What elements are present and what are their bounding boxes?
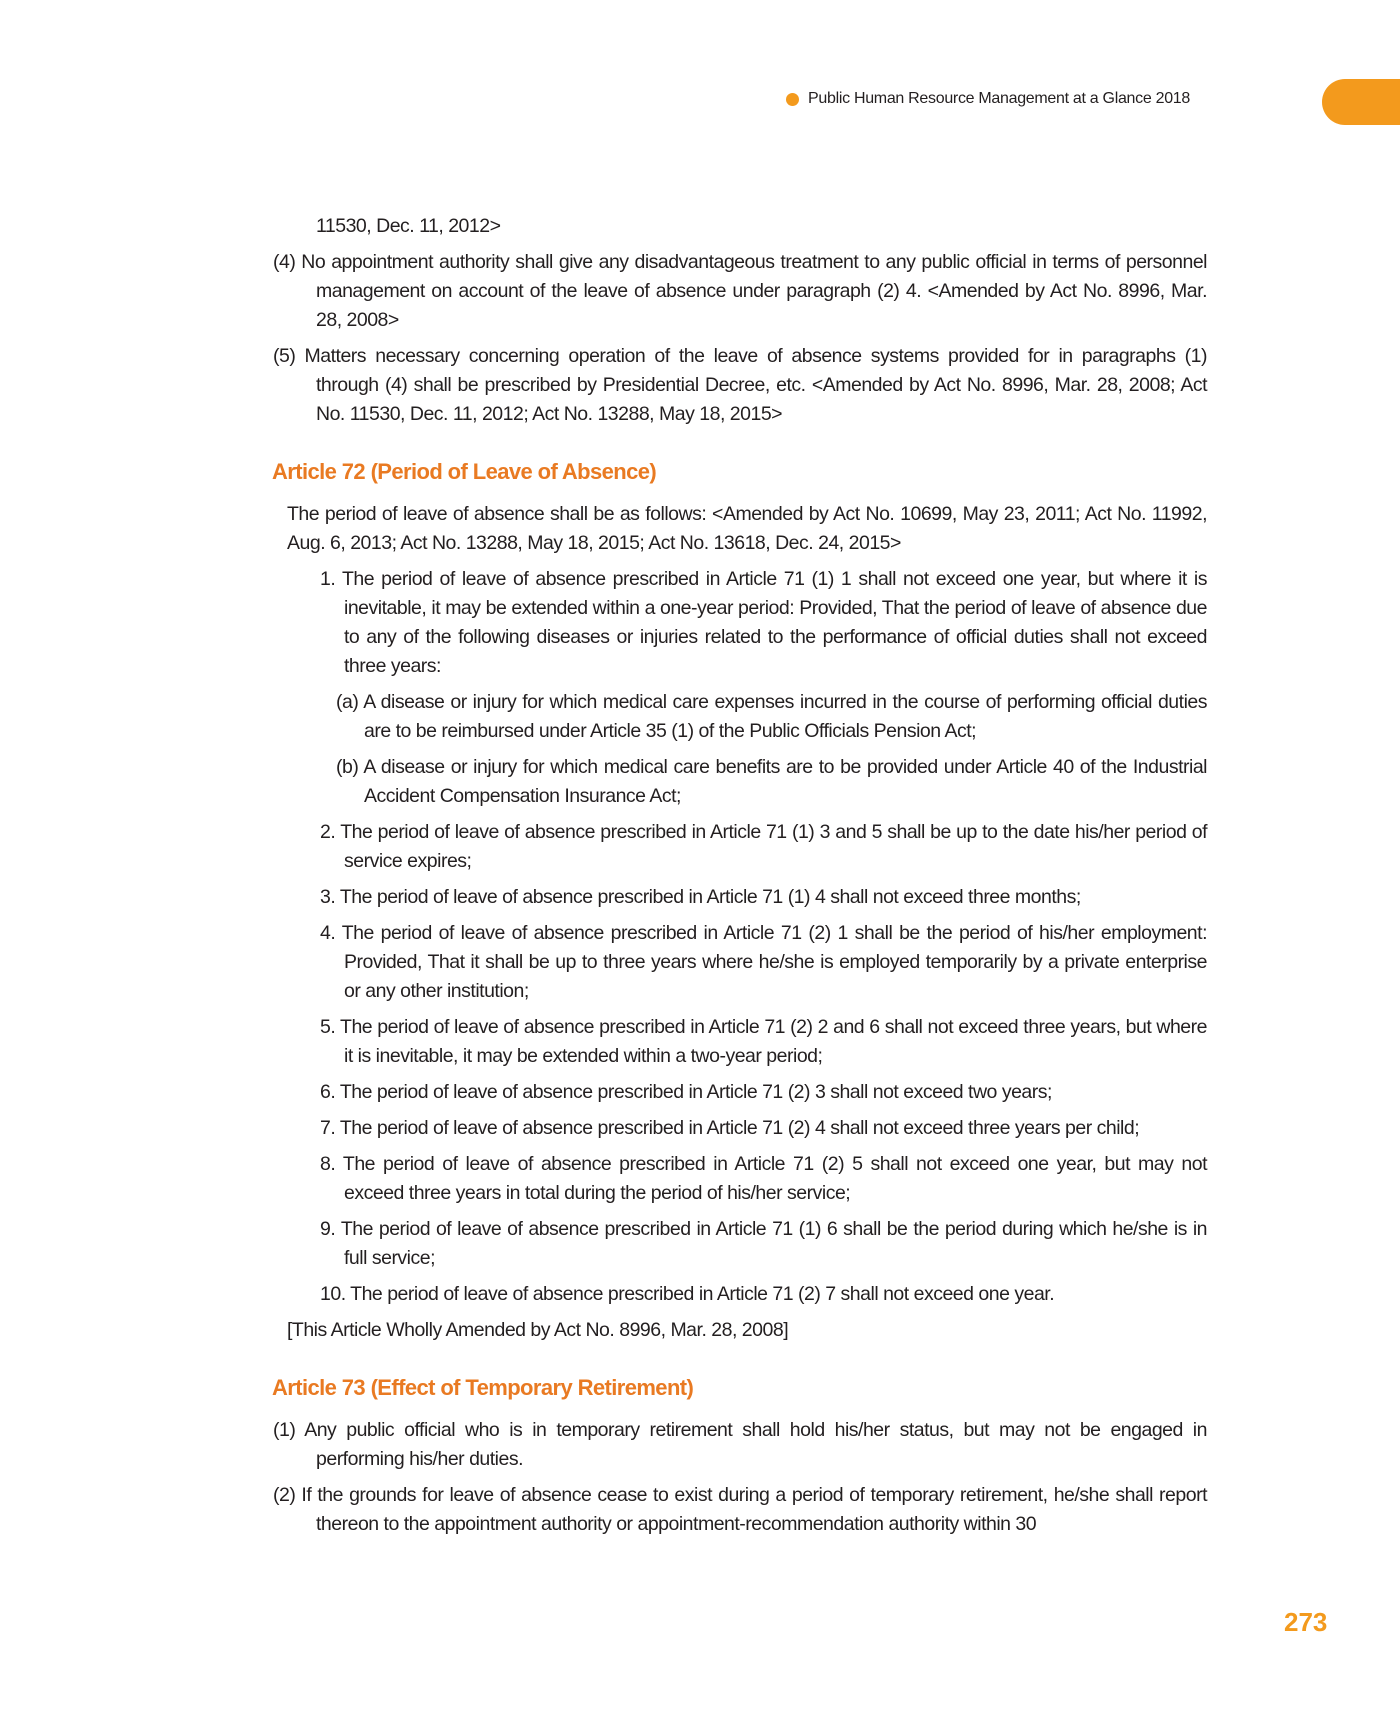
article-72-item-1: 1. The period of leave of absence prescribed in Article 71 (1) 1 shall not exceed one year, but where it is inevitable, it may be extended within a one-year period: Provided, That the period of leave of absence due to any of the following diseases or injuries related to the performance of official duties shall not exceed three years: (320, 568, 1207, 677)
article-72-amendment-note: [This Article Wholly Amended by Act No. 8996, Mar. 28, 2008] (287, 1319, 789, 1341)
bullet-dot-icon (786, 93, 799, 106)
article-73-paragraph-1: (1) Any public official who is in temporary retirement shall hold his/her status, but may not be engaged in performing his/her duties. (273, 1419, 1207, 1470)
header-tab-marker (1322, 79, 1400, 125)
article-72-item-1a: (a) A disease or injury for which medical care expenses incurred in the course of performing official duties are to be reimbursed under Article 35 (1) of the Public Officials Pension Act; (336, 691, 1207, 742)
article-72-item-5: 5. The period of leave of absence prescribed in Article 71 (2) 2 and 6 shall not exceed three years, but where it is inevitable, it may be extended within a two-year period; (320, 1016, 1207, 1067)
article-73-title: Article 73 (Effect of Temporary Retirement) (272, 1375, 694, 1400)
page-number: 273 (1284, 1607, 1328, 1637)
article-72-item-3: 3. The period of leave of absence prescribed in Article 71 (1) 4 shall not exceed three months; (320, 886, 1081, 908)
paragraph-4: (4) No appointment authority shall give any disadvantageous treatment to any public official in terms of personnel management on account of the leave of absence under paragraph (2) 4. <Amended by Act No. 8996, Mar. 28, 2008> (273, 251, 1207, 331)
page-body (272, 212, 1207, 1546)
article-72-item-10: 10. The period of leave of absence prescribed in Article 71 (2) 7 shall not exceed one year. (320, 1283, 1055, 1305)
article-72-item-9: 9. The period of leave of absence prescribed in Article 71 (1) 6 shall be the period during which he/she is in full service; (320, 1218, 1207, 1269)
article-72-item-7: 7. The period of leave of absence prescribed in Article 71 (2) 4 shall not exceed three years per child; (320, 1117, 1140, 1139)
article-72-item-1b: (b) A disease or injury for which medical care benefits are to be provided under Article 40 of the Industrial Accident Compensation Insurance Act; (336, 756, 1207, 807)
article-73-paragraph-2: (2) If the grounds for leave of absence cease to exist during a period of temporary retirement, he/she shall report thereon to the appointment authority or appointment-recommendation authority within 30 (273, 1484, 1207, 1535)
article-72-item-2: 2. The period of leave of absence prescribed in Article 71 (1) 3 and 5 shall be up to the date his/her period of service expires; (320, 821, 1207, 872)
article-72-intro: The period of leave of absence shall be as follows: <Amended by Act No. 10699, May 23, 2011; Act No. 11992, Aug. 6, 2013; Act No. 13288, May 18, 2015; Act No. 13618, Dec. 24, 2015> (287, 503, 1207, 554)
article-72-item-4: 4. The period of leave of absence prescribed in Article 71 (2) 1 shall be the period of his/her employment: Provided, That it shall be up to three years where he/she is employed temporarily by a private enterprise or any other institution; (320, 922, 1207, 1002)
running-title: Public Human Resource Management at a Glance 2018 (808, 90, 1190, 107)
article-72-item-8: 8. The period of leave of absence prescribed in Article 71 (2) 5 shall not exceed one year, but may not exceed three years in total during the period of his/her service; (320, 1153, 1207, 1204)
continued-fragment: 11530, Dec. 11, 2012> (316, 215, 501, 237)
running-header (786, 90, 1190, 108)
article-72-item-6: 6. The period of leave of absence prescribed in Article 71 (2) 3 shall not exceed two years; (320, 1081, 1052, 1103)
article-72-title: Article 72 (Period of Leave of Absence) (272, 459, 657, 484)
paragraph-5: (5) Matters necessary concerning operation of the leave of absence systems provided for in paragraphs (1) through (4) shall be prescribed by Presidential Decree, etc. <Amended by Act No. 8996, Mar. 28, 2008; Act No. 11530, Dec. 11, 2012; Act No. 13288, May 18, 2015> (273, 345, 1207, 425)
